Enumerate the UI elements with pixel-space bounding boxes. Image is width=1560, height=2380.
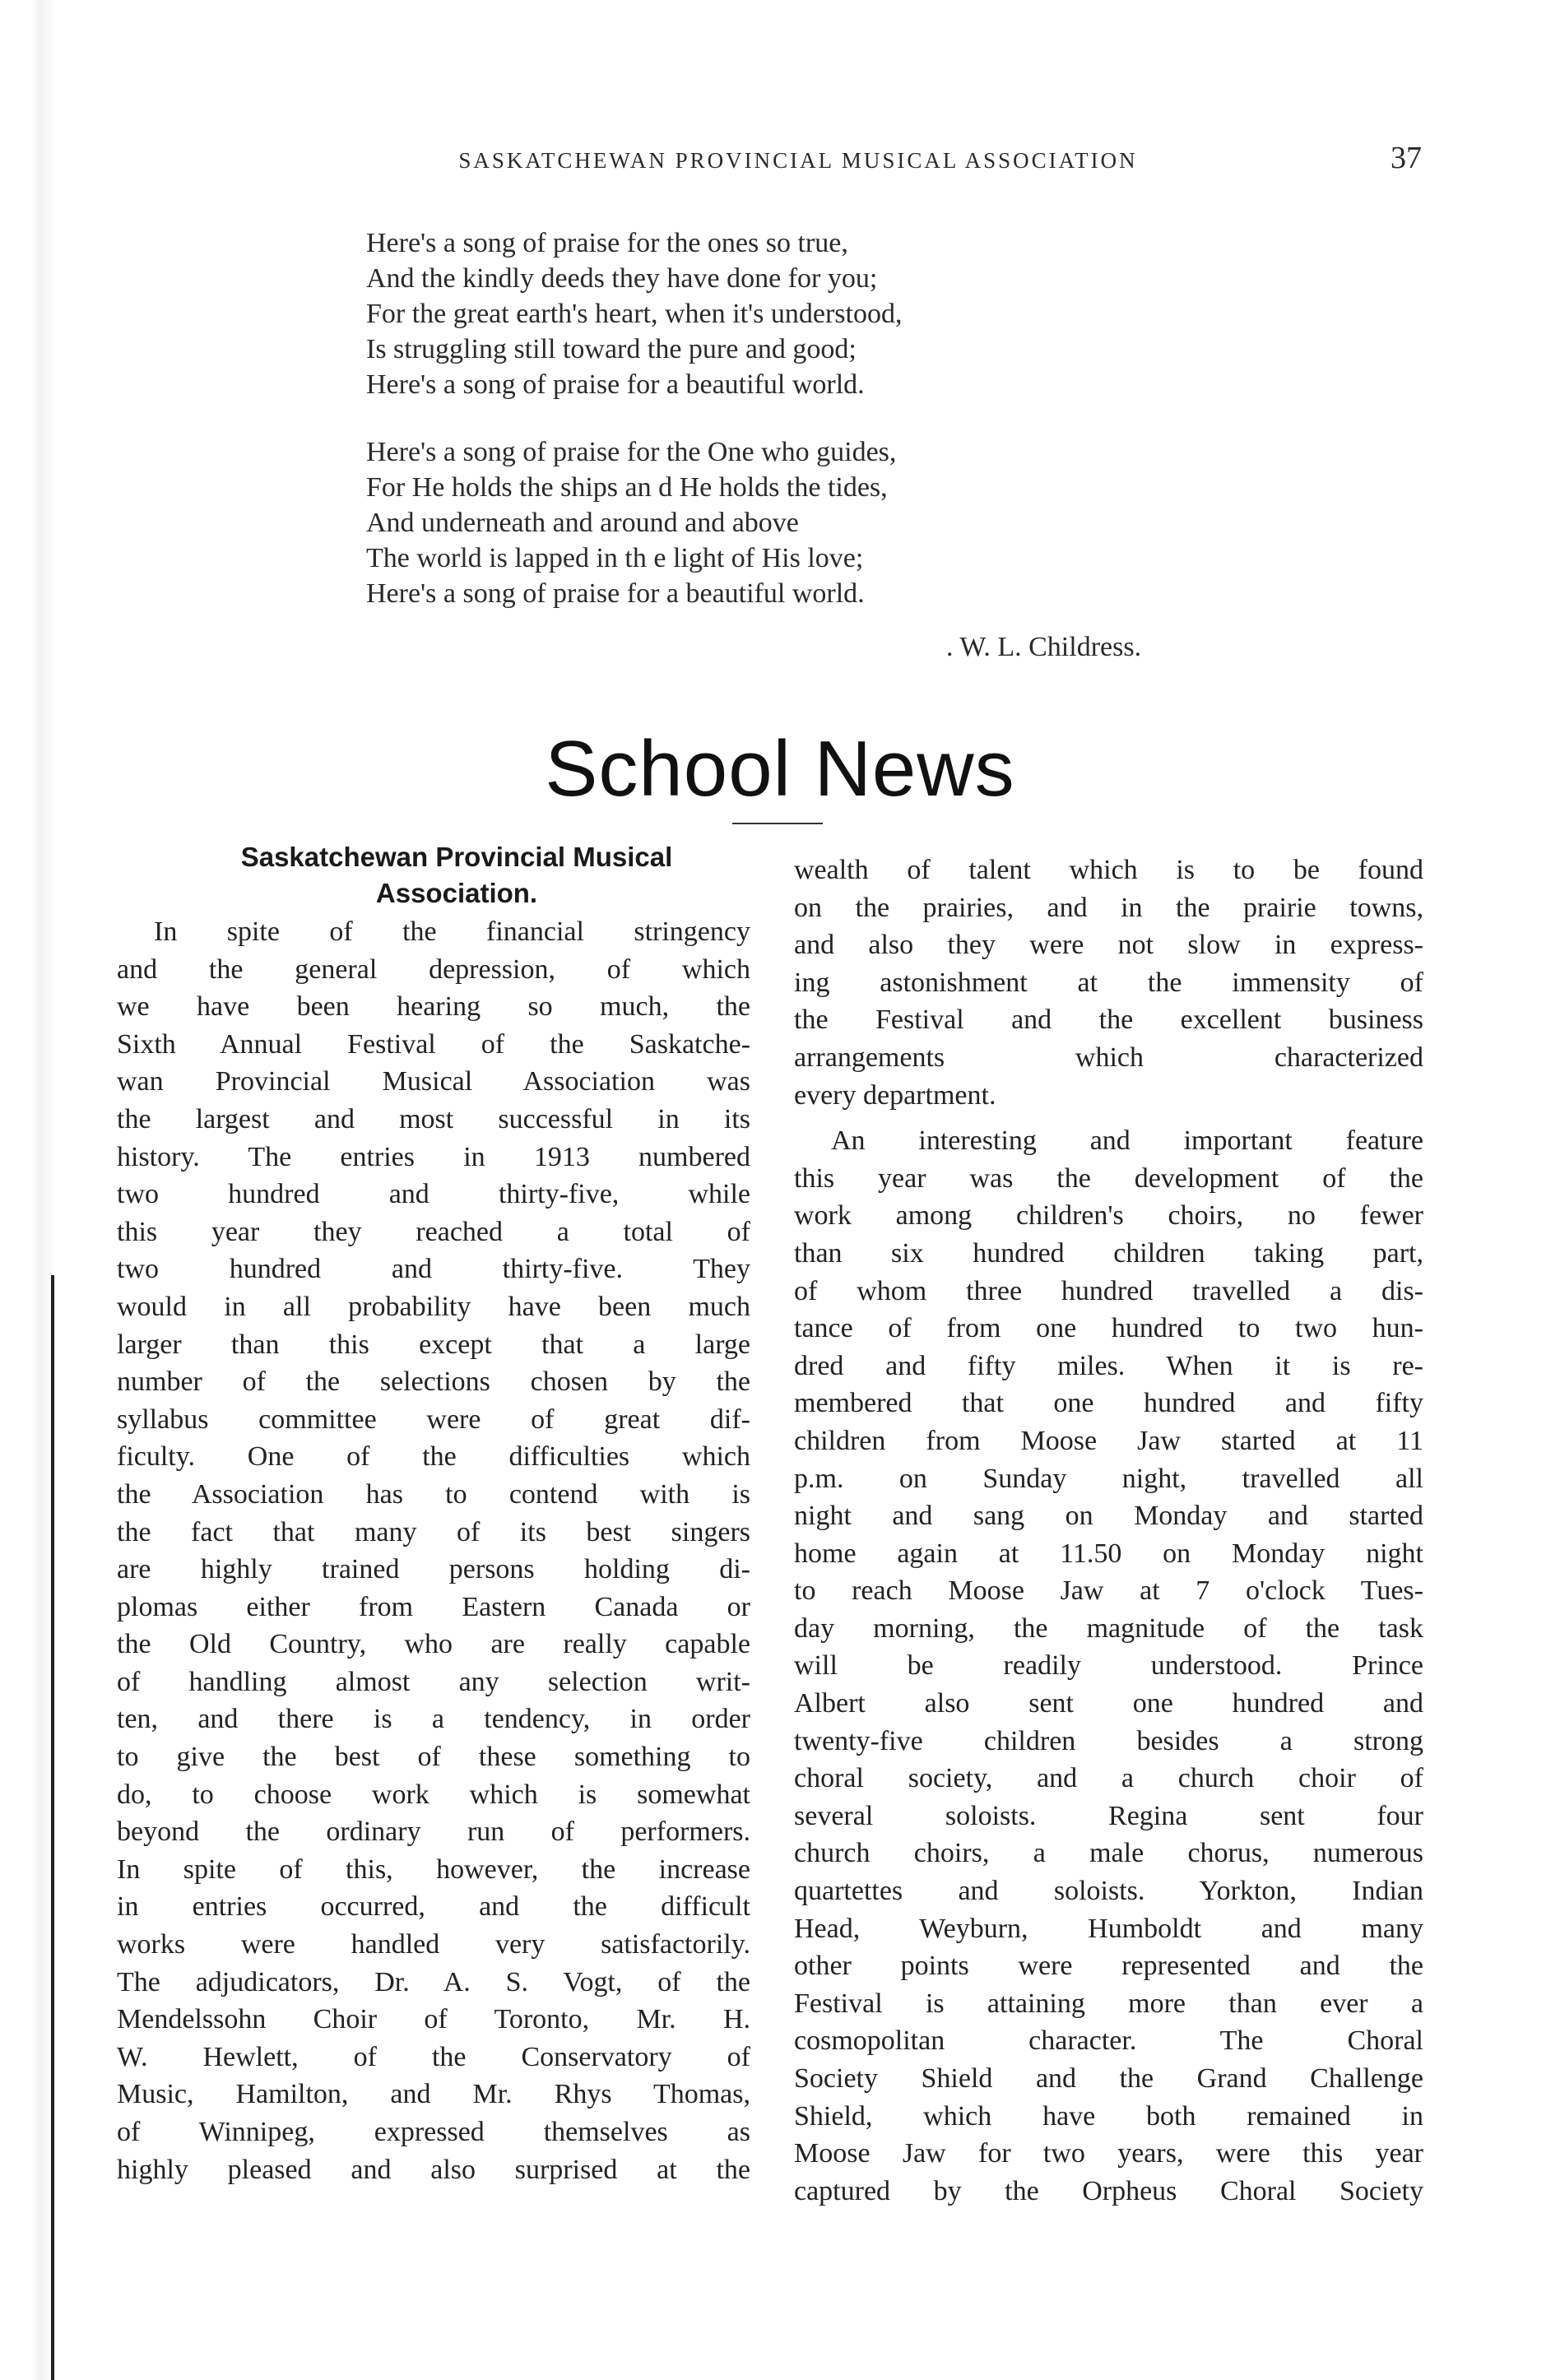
column-line: An interesting and important feature	[831, 1125, 1423, 1157]
column-line: and also they were not slow in express-	[794, 930, 1423, 961]
column-line: the largest and most successful in its	[117, 1103, 750, 1134]
column-line: Mendelssohn Choir of Toronto, Mr. H.	[117, 2004, 750, 2035]
binding-line	[51, 1275, 54, 2380]
section-title: School News	[545, 725, 1015, 813]
poem-stanza-2	[366, 434, 1222, 611]
column-line: ten, and there is a tendency, in order	[117, 1704, 750, 1735]
poem-line: The world is lapped in th e light of His love;	[366, 543, 864, 573]
column-line: in entries occurred, and the difficult	[117, 1891, 750, 1923]
column-line: we have been hearing so much, the	[117, 991, 750, 1023]
column-line: syllabus committee were of great dif-	[117, 1403, 750, 1435]
column-line: quartettes and soloists. Yorkton, Indian	[794, 1876, 1423, 1907]
running-head: SASKATCHEWAN PROVINCIAL MUSICAL ASSOCIATION	[458, 148, 1138, 173]
poem-line: Here's a song of praise for a beautiful world.	[366, 578, 865, 609]
column-line: children from Moose Jaw started at 11	[794, 1425, 1423, 1456]
column-line: to give the best of these something to	[117, 1742, 750, 1773]
column-line: night and sang on Monday and started	[794, 1501, 1423, 1532]
column-line: p.m. on Sunday night, travelled all	[794, 1463, 1423, 1494]
column-line: two hundred and thirty-five. They	[117, 1254, 750, 1285]
column-line: In spite of this, however, the increase	[117, 1853, 750, 1885]
column-line: of whom three hundred travelled a dis-	[794, 1275, 1423, 1306]
poem-attribution: . W. L. Childress.	[946, 632, 1142, 662]
poem-stanza-1	[366, 225, 1222, 402]
column-line: other points were represented and the	[794, 1951, 1423, 1982]
page-number: 37	[1391, 141, 1422, 175]
column-line: The adjudicators, Dr. A. S. Vogt, of the	[117, 1966, 750, 1997]
poem-line: Here's a song of praise for a beautiful world.	[366, 369, 865, 400]
poem-line: Is struggling still toward the pure and good;	[366, 334, 857, 364]
column-line: beyond the ordinary run of performers.	[117, 1816, 750, 1848]
column-line: history. The entries in 1913 numbered	[117, 1141, 750, 1172]
column-line: number of the selections chosen by the	[117, 1366, 750, 1398]
poem-line: And the kindly deeds they have done for you;	[366, 263, 878, 294]
column-line: cosmopolitan character. The Choral	[794, 2025, 1423, 2057]
right-column	[794, 851, 1423, 2210]
column-line: will be readily understood. Prince	[794, 1650, 1423, 1682]
column-line: wealth of talent which is to be found	[794, 855, 1423, 885]
title-rule	[732, 823, 823, 824]
column-line: choral society, and a church choir of	[794, 1763, 1423, 1794]
column-line: the Association has to contend with is	[117, 1478, 750, 1510]
column-line: membered that one hundred and fifty	[794, 1388, 1423, 1419]
column-line: Society Shield and the Grand Challenge	[794, 2063, 1423, 2094]
column-line: twenty-five children besides a strong	[794, 1725, 1423, 1756]
column-line: Moose Jaw for two years, were this year	[794, 2138, 1423, 2169]
column-line: the Festival and the excellent business	[794, 1004, 1423, 1036]
column-line: wan Provincial Musical Association was	[117, 1066, 750, 1097]
poem-line: Here's a song of praise for the One who guides,	[366, 437, 897, 467]
article-heading-line: Association.	[375, 878, 538, 908]
column-line: several soloists. Regina sent four	[794, 1800, 1423, 1831]
column-line: Shield, which have both remained in	[794, 2100, 1423, 2132]
column-line: on the prairies, and in the prairie towns,	[794, 892, 1423, 923]
column-line: this year they reached a total of	[117, 1216, 750, 1247]
column-line: the fact that many of its best singers	[117, 1516, 750, 1547]
paragraph-gap	[794, 1114, 1423, 1122]
column-line: day morning, the magnitude of the task	[794, 1612, 1423, 1644]
column-line: larger than this except that a large	[117, 1329, 750, 1360]
column-line: this year was the development of the	[794, 1162, 1423, 1194]
column-line: ing astonishment at the immensity of	[794, 967, 1423, 998]
column-line: two hundred and thirty-five, while	[117, 1179, 750, 1210]
column-line: works were handled very satisfactorily.	[117, 1929, 750, 1960]
column-line: Music, Hamilton, and Mr. Rhys Thomas,	[117, 2079, 750, 2110]
poem-line: Here's a song of praise for the ones so true,	[366, 228, 848, 258]
poem-line: For the great earth's heart, when it's understood,	[366, 299, 903, 329]
article-heading-line: Saskatchewan Provincial Musical	[240, 842, 673, 872]
column-line: work among children's choirs, no fewer	[794, 1200, 1423, 1232]
column-line: church choirs, a male chorus, numerous	[794, 1838, 1423, 1869]
column-line: tance of from one hundred to two hun-	[794, 1313, 1423, 1344]
column-line: highly pleased and also surprised at the	[117, 2154, 750, 2185]
column-line: home again at 11.50 on Monday night	[794, 1538, 1423, 1569]
column-line: the Old Country, who are really capable	[117, 1629, 750, 1660]
column-line: Albert also sent one hundred and	[794, 1688, 1423, 1719]
left-column	[117, 913, 750, 2188]
poem-line: And underneath and around and above	[366, 508, 799, 538]
column-line: Head, Weyburn, Humboldt and many	[794, 1913, 1423, 1944]
column-line: and the general depression, of which	[117, 953, 750, 985]
column-line: are highly trained persons holding di-	[117, 1554, 750, 1585]
article-heading	[165, 839, 749, 912]
column-line: captured by the Orpheus Choral Society	[794, 2175, 1423, 2206]
column-line: every department.	[794, 1079, 996, 1111]
column-line: dred and fifty miles. When it is re-	[794, 1350, 1423, 1381]
column-line: Sixth Annual Festival of the Saskatche-	[117, 1028, 750, 1060]
column-line: would in all probability have been much	[117, 1291, 750, 1322]
column-line: than six hundred children taking part,	[794, 1237, 1423, 1269]
column-line: do, to choose work which is somewhat	[117, 1779, 750, 1810]
column-line: ficulty. One of the difficulties which	[117, 1441, 750, 1473]
column-line: arrangements which characterized	[794, 1042, 1423, 1073]
scan-edge	[0, 0, 58, 2380]
column-line: In spite of the financial stringency	[154, 916, 750, 947]
poem-line: For He holds the ships an d He holds the tides,	[366, 472, 888, 503]
column-line: W. Hewlett, of the Conservatory of	[117, 2041, 750, 2072]
column-line: of Winnipeg, expressed themselves as	[117, 2117, 750, 2147]
column-line: plomas either from Eastern Canada or	[117, 1591, 750, 1622]
column-line: of handling almost any selection writ-	[117, 1666, 750, 1697]
column-line: Festival is attaining more than ever a	[794, 1988, 1423, 2019]
column-line: to reach Moose Jaw at 7 o'clock Tues-	[794, 1575, 1423, 1607]
